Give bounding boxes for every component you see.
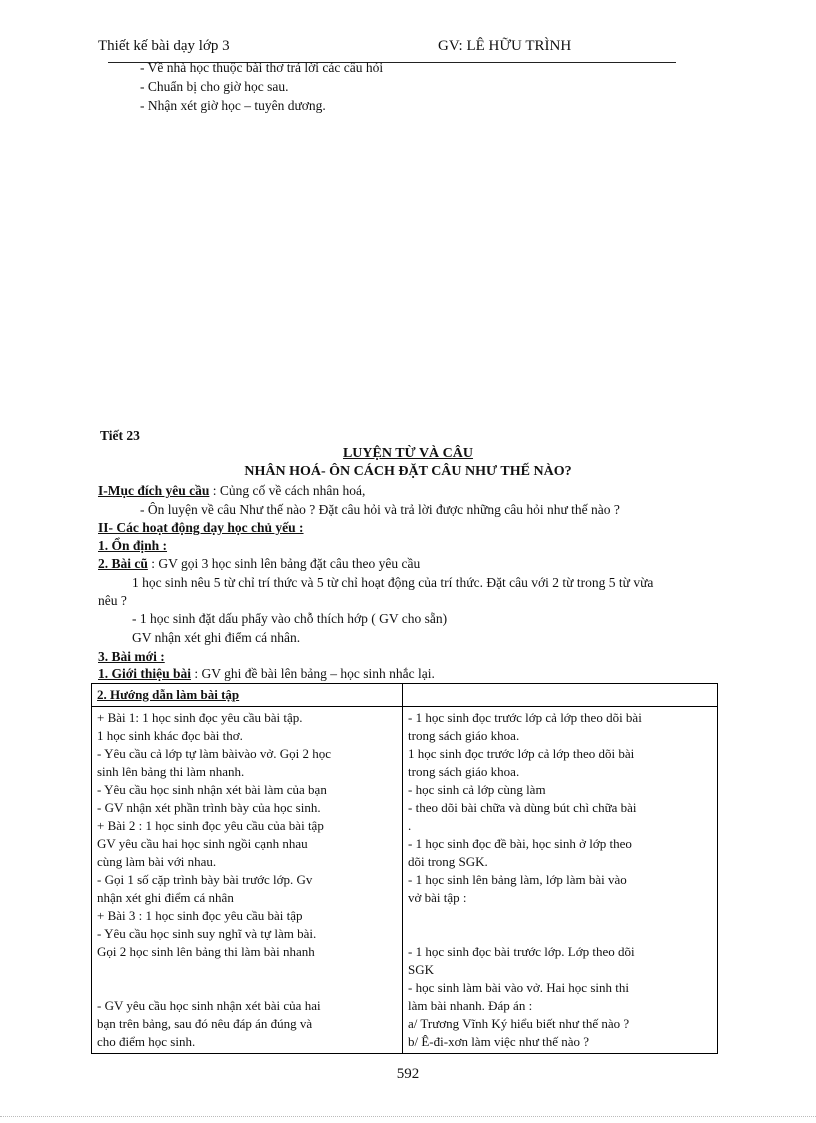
activities-heading: II- Các hoạt động dạy học chủ yếu : xyxy=(98,520,304,535)
teacher-line: + Bài 1: 1 học sinh đọc yêu cầu bài tập. xyxy=(97,710,303,725)
teacher-line: - Yêu cầu học sinh suy nghĩ và tự làm bài. xyxy=(97,926,317,941)
teacher-line: - GV yêu cầu học sinh nhận xét bài của hai xyxy=(97,998,321,1013)
teacher-line: bạn trên bảng, sau đó nêu đáp án đúng và xyxy=(97,1016,313,1031)
student-line: SGK xyxy=(408,962,435,977)
page-bottom-edge xyxy=(0,1116,816,1117)
table-body-row xyxy=(92,707,718,1054)
teacher-line: - Gọi 1 số cặp trình bày bài trước lớp. Gv xyxy=(97,872,313,887)
teacher-line: - Yêu cầu học sinh nhận xét bài làm của bạn xyxy=(97,782,327,797)
page-number: 592 xyxy=(396,1066,420,1082)
section-1-heading: 1. Ổn định : xyxy=(98,538,168,553)
section-2-line-2: - 1 học sinh đặt dấu phẩy vào chỗ thích hớp ( GV cho sẵn) xyxy=(132,611,448,626)
lesson-title: LUYỆN TỪ VÀ CÂU xyxy=(342,446,474,461)
teacher-line: sinh lên bảng thi làm nhanh. xyxy=(97,764,245,779)
student-line: 1 học sinh đọc trước lớp cả lớp theo dõi bài xyxy=(408,746,635,761)
lesson-subtitle: NHÂN HOÁ- ÔN CÁCH ĐẶT CÂU NHƯ THẾ NÀO? xyxy=(244,464,572,479)
student-line: trong sách giáo khoa. xyxy=(408,764,520,779)
student-line: - học sinh làm bài vào vở. Hai học sinh thi xyxy=(408,980,629,995)
student-line xyxy=(408,907,712,925)
header-left: Thiết kế bài dạy lớp 3 xyxy=(98,38,230,54)
student-column xyxy=(403,707,718,1054)
student-line: - học sinh cả lớp cùng làm xyxy=(408,782,546,797)
objective-label: I-Mục đích yêu cầu xyxy=(98,483,210,498)
period-label: Tiết 23 xyxy=(100,428,140,443)
intro-text: : GV ghi đề bài lên bảng – học sinh nhắc lại. xyxy=(191,666,435,681)
objective-line xyxy=(98,483,365,499)
top-line: - Nhận xét giờ học – tuyên dương. xyxy=(140,98,326,113)
teacher-line: Gọi 2 học sinh lên bảng thi làm bài nhanh xyxy=(97,944,315,959)
student-line: b/ Ê-đi-xơn làm việc như thế nào ? xyxy=(408,1034,590,1049)
teacher-line: nhận xét ghi điểm cá nhân xyxy=(97,890,234,905)
objective-text: : Củng cố về cách nhân hoá, xyxy=(209,483,366,498)
student-line: trong sách giáo khoa. xyxy=(408,728,520,743)
teacher-line xyxy=(97,979,397,997)
top-line: - Về nhà học thuộc bài thơ trả lời các câu hỏi xyxy=(140,60,384,75)
student-line: a/ Trương Vĩnh Ký hiểu biết như thế nào ? xyxy=(408,1016,630,1031)
student-line: . xyxy=(408,818,412,833)
student-line: làm bài nhanh. Đáp án : xyxy=(408,998,533,1013)
section-2-line-1b: nêu ? xyxy=(98,593,127,608)
section-2-text: : GV gọi 3 học sinh lên bảng đặt câu theo yêu cầu xyxy=(147,556,421,571)
section-2-line-3: GV nhận xét ghi điểm cá nhân. xyxy=(132,630,301,645)
activity-table xyxy=(91,683,718,1054)
student-line: - 1 học sinh lên bảng làm, lớp làm bài vào xyxy=(408,872,627,887)
objective-line-2: - Ôn luyện về câu Như thế nào ? Đặt câu hỏi và trả lời được những câu hỏi như thế nào ? xyxy=(140,502,620,517)
top-line: - Chuẩn bị cho giờ học sau. xyxy=(140,79,289,94)
section-3-intro xyxy=(98,666,435,682)
teacher-line: + Bài 2 : 1 học sinh đọc yêu cầu của bài tập xyxy=(97,818,324,833)
header-right: GV: LÊ HỮU TRÌNH xyxy=(438,38,572,54)
section-2-line-1: 1 học sinh nêu 5 từ chỉ trí thức và 5 từ chỉ hoạt động của trí thức. Đặt câu với 2 từ trong 5 từ vừa xyxy=(132,575,654,590)
student-line: - 1 học sinh đọc đề bài, học sinh ở lớp theo xyxy=(408,836,632,851)
teacher-line: GV yêu cầu hai học sinh ngồi cạnh nhau xyxy=(97,836,308,851)
section-2-line xyxy=(98,556,420,572)
table-heading-row xyxy=(92,684,718,707)
student-line: - theo dõi bài chữa và dùng bút chì chữa bài xyxy=(408,800,637,815)
teacher-line: 1 học sinh khác đọc bài thơ. xyxy=(97,728,243,743)
teacher-line xyxy=(97,961,397,979)
teacher-line: - GV nhận xét phần trình bày của học sinh. xyxy=(97,800,321,815)
teacher-line: cho điểm học sinh. xyxy=(97,1034,196,1049)
student-line: - 1 học sinh đọc trước lớp cả lớp theo dõi bài xyxy=(408,710,642,725)
student-line: vở bài tập : xyxy=(408,890,467,905)
table-heading-empty xyxy=(403,684,718,707)
teacher-column xyxy=(92,707,403,1054)
student-line: dõi trong SGK. xyxy=(408,854,488,869)
student-line: - 1 học sinh đọc bài trước lớp. Lớp theo dõi xyxy=(408,944,635,959)
section-2-label: 2. Bài cũ xyxy=(98,556,148,571)
teacher-line: - Yêu cầu cả lớp tự làm bàivào vở. Gọi 2 học xyxy=(97,746,332,761)
table-heading: 2. Hướng dẫn làm bài tập xyxy=(92,684,403,707)
teacher-line: + Bài 3 : 1 học sinh đọc yêu cầu bài tập xyxy=(97,908,303,923)
intro-label: 1. Giới thiệu bài xyxy=(98,666,191,681)
teacher-line: cùng làm bài với nhau. xyxy=(97,854,217,869)
section-3-heading: 3. Bài mới : xyxy=(98,649,165,664)
student-line xyxy=(408,925,712,943)
